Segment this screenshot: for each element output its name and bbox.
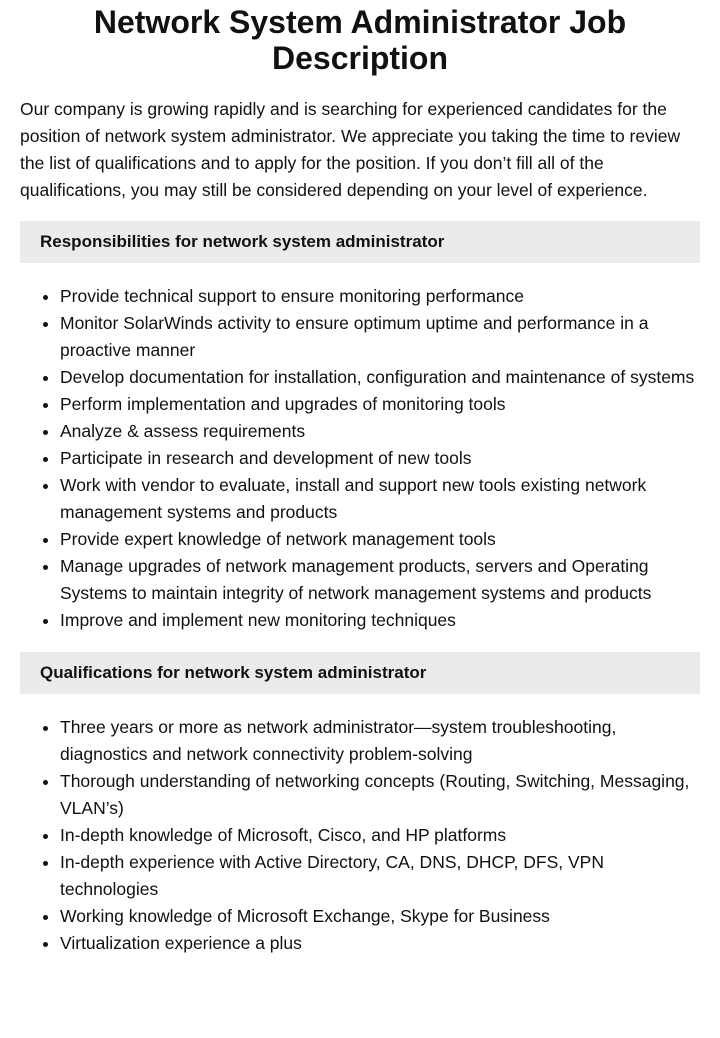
qualifications-heading: Qualifications for network system administrator bbox=[20, 652, 700, 694]
list-item: • Analyze & assess requirements bbox=[60, 418, 700, 445]
list-item: • Improve and implement new monitoring techniques bbox=[60, 607, 700, 634]
list-item: • Develop documentation for installation, configuration and maintenance of systems bbox=[60, 364, 700, 391]
qualifications-list bbox=[20, 714, 700, 957]
list-item: • In-depth experience with Active Directory, CA, DNS, DHCP, DFS, VPN technologies bbox=[60, 849, 700, 903]
list-item: • Working knowledge of Microsoft Exchange, Skype for Business bbox=[60, 903, 700, 930]
list-item: • Perform implementation and upgrades of monitoring tools bbox=[60, 391, 700, 418]
list-item: • Three years or more as network administrator—system troubleshooting, diagnostics and network connectivity problem-solving bbox=[60, 714, 700, 768]
list-item: • Work with vendor to evaluate, install and support new tools existing network management systems and products bbox=[60, 472, 700, 526]
list-item: • Provide technical support to ensure monitoring performance bbox=[60, 283, 700, 310]
responsibilities-list bbox=[20, 283, 700, 634]
page-title: Network System Administrator Job Description bbox=[93, 4, 627, 76]
list-item: • Monitor SolarWinds activity to ensure optimum uptime and performance in a proactive manner bbox=[60, 310, 700, 364]
list-item: • Manage upgrades of network management products, servers and Operating Systems to maintain integrity of network management systems and products bbox=[60, 553, 700, 607]
list-item: • Thorough understanding of networking concepts (Routing, Switching, Messaging, VLAN’s) bbox=[60, 768, 700, 822]
list-item: • In-depth knowledge of Microsoft, Cisco, and HP platforms bbox=[60, 822, 700, 849]
intro-paragraph: Our company is growing rapidly and is searching for experienced candidates for the position of network system administrator. We appreciate you taking the time to review the list of qualifications and to apply for the position. If you don’t fill all of the qualifications, you may still be considered depending on your level of experience. bbox=[20, 99, 681, 200]
list-item: • Virtualization experience a plus bbox=[60, 930, 700, 957]
responsibilities-heading: Responsibilities for network system administrator bbox=[20, 221, 700, 263]
list-item: • Participate in research and development of new tools bbox=[60, 445, 700, 472]
list-item: • Provide expert knowledge of network management tools bbox=[60, 526, 700, 553]
